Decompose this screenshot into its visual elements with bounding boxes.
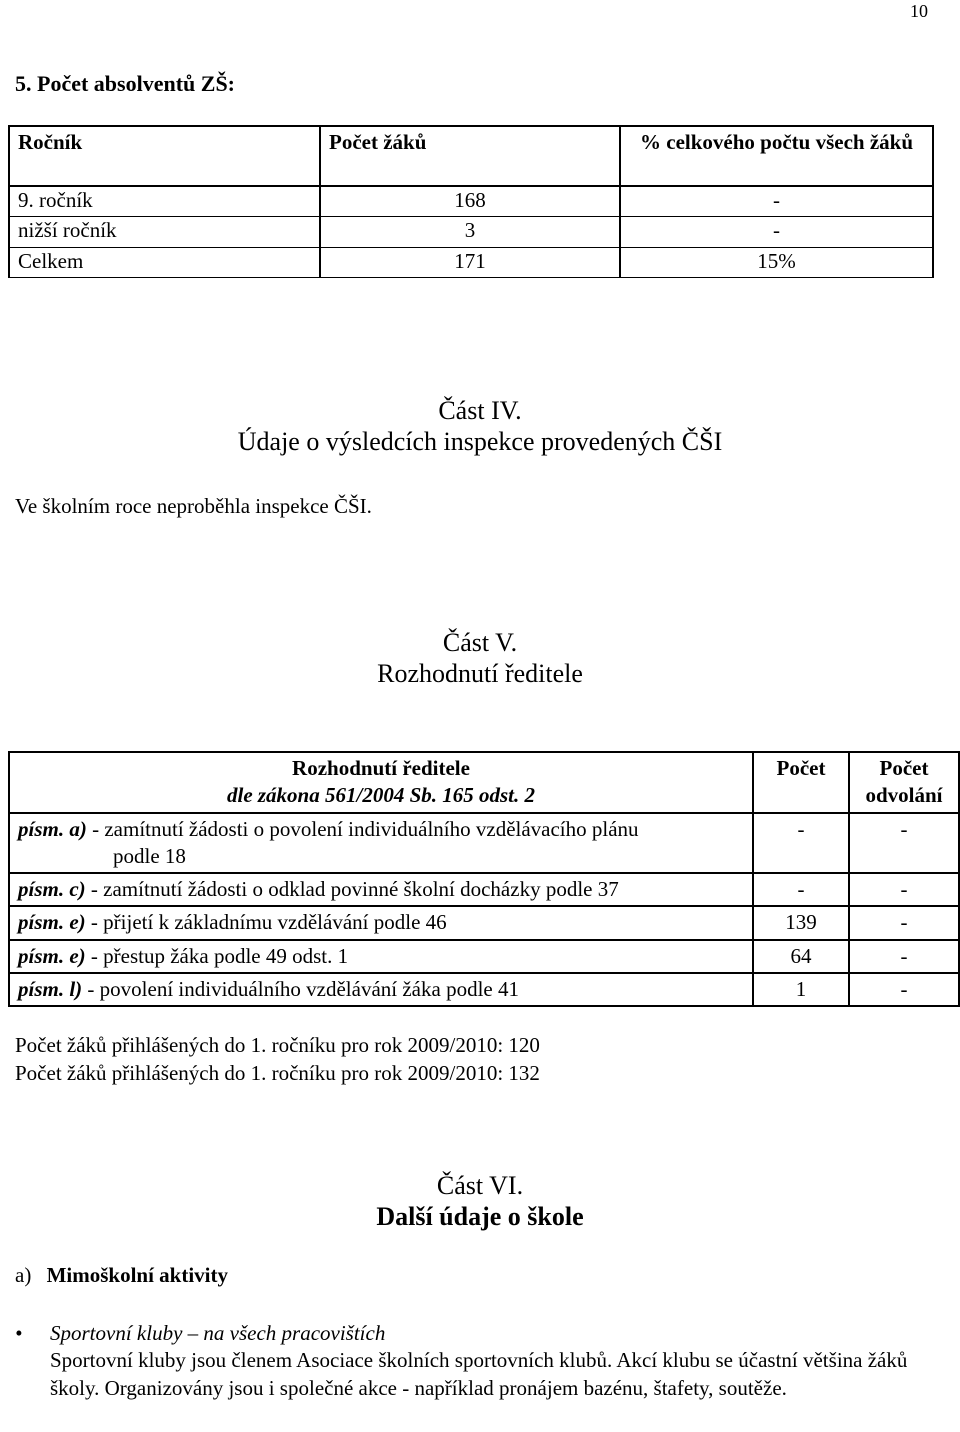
row-text-continued: podle 18	[113, 843, 186, 868]
table-row	[9, 217, 933, 247]
table-row	[9, 186, 933, 217]
subsection-title: Mimoškolní aktivity	[46, 1263, 229, 1287]
table-cell: -	[849, 873, 959, 906]
table-cell: -	[753, 813, 849, 874]
header-line: dle zákona 561/2004 Sb. 165 odst. 2	[226, 783, 536, 808]
decisions-table	[8, 751, 960, 1007]
header-cell	[9, 752, 753, 813]
enrollment-note: Počet žáků přihlášených do 1. ročníku pro rok 2009/2010: 120	[15, 1033, 540, 1057]
row-letter: c)	[69, 877, 86, 902]
part-label: Část IV.	[438, 396, 522, 425]
header-cell: Počet žáků	[320, 126, 620, 186]
table-cell: Celkem	[9, 247, 320, 277]
row-letter: l)	[69, 977, 83, 1002]
subsection-heading	[15, 1262, 228, 1289]
part-title: Údaje o výsledcích inspekce provedených ČŠI	[237, 427, 723, 457]
table-cell: 168	[320, 186, 620, 217]
table-cell: 1	[753, 973, 849, 1006]
table-cell: -	[849, 906, 959, 939]
page-number: 10	[910, 1, 928, 21]
table-cell: 3	[320, 217, 620, 247]
bullet-list	[15, 1320, 935, 1402]
header-line: Rozhodnutí ředitele	[292, 756, 470, 780]
table-row	[9, 247, 933, 277]
table-cell: -	[620, 217, 933, 247]
table-cell	[9, 906, 753, 939]
table-row	[9, 813, 959, 874]
header-cell: Počet	[753, 752, 849, 813]
inspection-text: Ve školním roce neproběhla inspekce ČŠI.	[15, 494, 372, 518]
table-cell: 171	[320, 247, 620, 277]
row-letter: e)	[69, 910, 86, 935]
row-text: - přestup žáka podle 49 odst. 1	[85, 943, 349, 968]
row-letter: e)	[69, 943, 86, 968]
row-prefix: písm.	[18, 977, 65, 1002]
table-cell	[9, 813, 753, 874]
table-row	[9, 973, 959, 1006]
part-label: Část V.	[442, 628, 518, 657]
table-cell: -	[620, 186, 933, 217]
header-cell: Ročník	[9, 126, 320, 186]
table-row	[9, 906, 959, 939]
section-heading: 5. Počet absolventů ZŠ:	[15, 71, 235, 96]
header-cell: Počet odvolání	[849, 752, 959, 813]
row-text: - povolení individuálního vzdělávání žáka podle 41	[82, 977, 519, 1002]
row-text: - přijetí k základnímu vzdělávání podle 46	[85, 910, 447, 935]
table-cell: 9. ročník	[9, 186, 320, 217]
table-cell: -	[849, 973, 959, 1006]
part-v-heading	[0, 627, 960, 689]
row-text: - zamítnutí žádosti o povolení individuálního vzdělávacího plánu	[86, 816, 639, 841]
table-cell: 139	[753, 906, 849, 939]
part-vi-heading	[0, 1170, 960, 1232]
table-cell: -	[849, 813, 959, 874]
table-cell	[9, 940, 753, 973]
row-prefix: písm.	[18, 943, 65, 968]
table-cell	[9, 873, 753, 906]
subsection-marker: a)	[15, 1263, 32, 1287]
table-header-row	[9, 126, 933, 186]
table-cell: 64	[753, 940, 849, 973]
table-cell: -	[753, 873, 849, 906]
part-title: Rozhodnutí ředitele	[377, 659, 583, 689]
table-row	[9, 873, 959, 906]
table-row	[9, 940, 959, 973]
bullet-item-title: • Sportovní kluby – na všech pracovištích	[15, 1320, 935, 1347]
graduates-table	[8, 125, 934, 278]
table-cell: nižší ročník	[9, 217, 320, 247]
part-label: Část VI.	[436, 1171, 524, 1200]
table-cell: 15%	[620, 247, 933, 277]
table-header-row	[9, 752, 959, 813]
table-cell	[9, 973, 753, 1006]
enrollment-note: Počet žáků přihlášených do 1. ročníku pro rok 2009/2010: 132	[15, 1061, 540, 1085]
row-prefix: písm.	[18, 877, 65, 902]
row-prefix: písm.	[18, 910, 65, 935]
table-cell: -	[849, 940, 959, 973]
row-text: - zamítnutí žádosti o odklad povinné školní docházky podle 37	[85, 877, 619, 902]
bullet-item-text: Sportovní kluby jsou členem Asociace školních sportovních klubů. Akcí klubu se účastní většina žáků školy. Organizovány jsou i společné akce - například pronájem bazénu, štafety, soutěže.	[50, 1348, 908, 1400]
row-prefix: písm.	[18, 816, 65, 841]
part-iv-heading	[0, 395, 960, 457]
row-letter: a)	[69, 816, 87, 841]
header-cell: % celkového počtu všech žáků	[620, 126, 933, 186]
part-title: Další údaje o škole	[376, 1202, 584, 1232]
